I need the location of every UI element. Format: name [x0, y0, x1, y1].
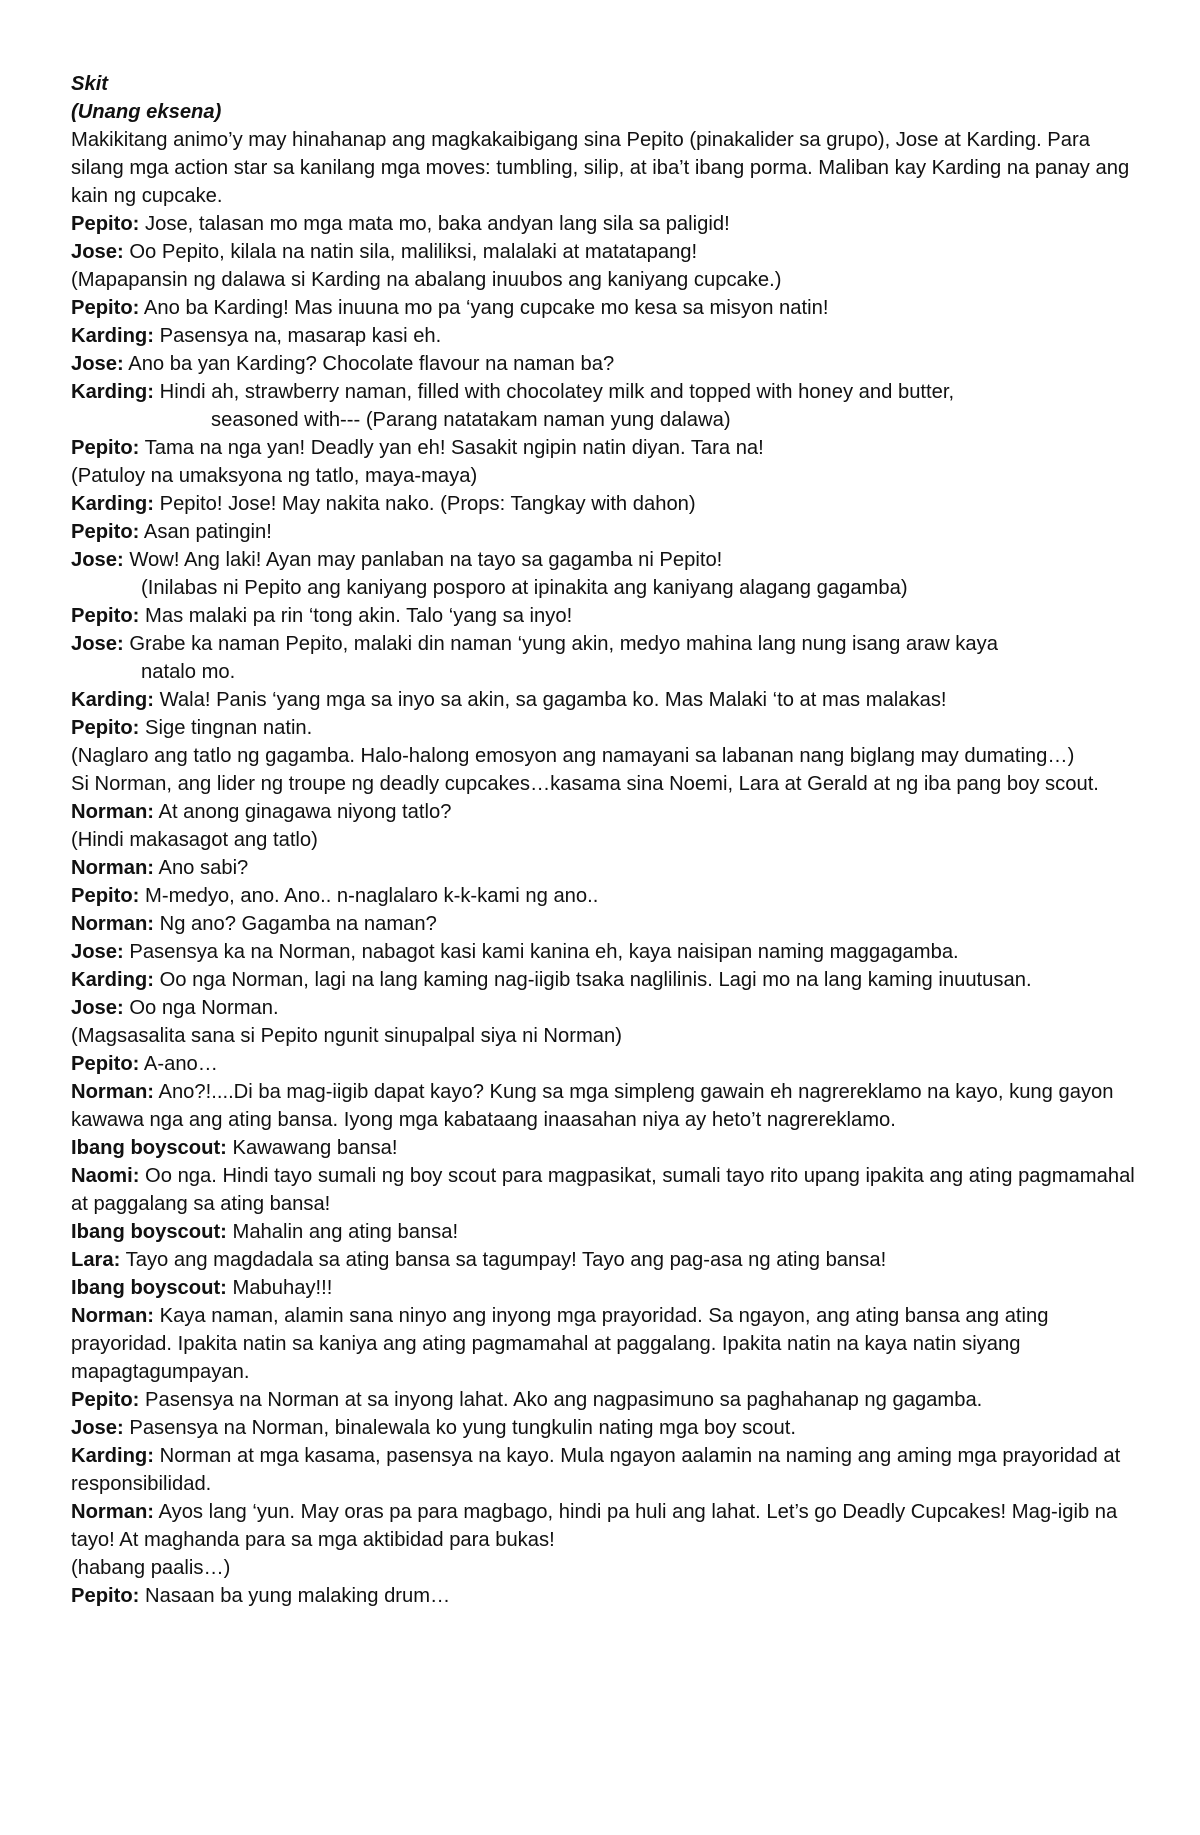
speaker-name: Karding:	[71, 1445, 154, 1467]
line-text: Mas malaki pa rin ‘tong akin. Talo ‘yang sa inyo!	[139, 605, 573, 627]
dialogue-line	[71, 518, 1140, 546]
line-text: Ano ba yan Karding? Chocolate flavour na naman ba?	[123, 353, 615, 375]
speaker-name: Jose:	[71, 241, 124, 263]
speaker-name: Pepito:	[71, 1585, 140, 1607]
line-text: Tama na nga yan! Deadly yan eh! Sasakit ngipin natin diyan. Tara na!	[139, 437, 764, 459]
line-text: Pepito! Jose! May nakita nako. (Props: Tangkay with dahon)	[154, 493, 696, 515]
dialogue-line	[71, 910, 1140, 938]
speaker-name: Karding:	[71, 325, 154, 347]
speaker-name: Norman:	[71, 913, 154, 935]
line-text: (Mapapansin ng dalawa si Karding na abalang inuubos ang kaniyang cupcake.)	[71, 269, 782, 291]
dialogue-line	[71, 322, 1140, 350]
line-text: Asan patingin!	[139, 521, 272, 543]
line-text: Makikitang animo’y may hinahanap ang magkakaibigang sina Pepito (pinakalider sa grupo), Jose at Karding. Para silang mga action star sa kanilang mga moves: tumbling, silip, at iba’t ibang porma. Maliban kay Karding na panay ang kain ng cupcake.	[71, 129, 1130, 207]
speaker-name: Ibang boyscout:	[71, 1221, 227, 1243]
line-text: A-ano…	[139, 1053, 218, 1075]
dialogue-line	[71, 1442, 1140, 1498]
speaker-name: Pepito:	[71, 437, 140, 459]
dialogue-line	[71, 630, 1140, 658]
speaker-name: Ibang boyscout:	[71, 1137, 227, 1159]
dialogue-line	[71, 1302, 1140, 1386]
line-text: (habang paalis…)	[71, 1557, 231, 1579]
stage-direction	[71, 462, 1140, 490]
dialogue-line	[71, 966, 1140, 994]
speaker-name: Norman:	[71, 801, 154, 823]
line-text: Pasensya na Norman at sa inyong lahat. Ako ang nagpasimuno sa paghahanap ng gagamba.	[139, 1389, 983, 1411]
stage-direction	[71, 1554, 1140, 1582]
speaker-name: Ibang boyscout:	[71, 1277, 227, 1299]
line-text: (Inilabas ni Pepito ang kaniyang posporo at ipinakita ang kaniyang alagang gagamba)	[141, 577, 908, 599]
line-text: natalo mo.	[141, 661, 236, 683]
speaker-name: Pepito:	[71, 605, 140, 627]
line-text: (Magsasalita sana si Pepito ngunit sinupalpal siya ni Norman)	[71, 1025, 622, 1047]
dialogue-line	[71, 1134, 1140, 1162]
line-text: Kaya naman, alamin sana ninyo ang inyong mga prayoridad. Sa ngayon, ang ating bansa ang ating prayoridad. Ipakita natin sa kaniya ang ating pagmamahal at paggalang. Ipakita natin na kaya natin siyang mapagtagumpayan.	[71, 1305, 1049, 1383]
script-body	[71, 126, 1140, 1610]
dialogue-line	[71, 238, 1140, 266]
line-text: Ayos lang ‘yun. May oras pa para magbago, hindi pa huli ang lahat. Let’s go Deadly Cupcakes! Mag-igib na tayo! At maghanda para sa mga aktibidad para bukas!	[71, 1501, 1118, 1551]
dialogue-line	[71, 938, 1140, 966]
dialogue-line	[71, 602, 1140, 630]
speaker-name: Pepito:	[71, 213, 140, 235]
stage-direction	[71, 742, 1140, 770]
dialogue-line	[71, 798, 1140, 826]
dialogue-line	[71, 994, 1140, 1022]
dialogue-line	[71, 1386, 1140, 1414]
speaker-name: Karding:	[71, 381, 154, 403]
stage-direction	[71, 126, 1140, 210]
dialogue-line	[71, 294, 1140, 322]
speaker-name: Pepito:	[71, 1053, 140, 1075]
line-text: Mahalin ang ating bansa!	[226, 1221, 459, 1243]
stage-direction	[71, 406, 1140, 434]
line-text: Ng ano? Gagamba na naman?	[154, 913, 437, 935]
dialogue-line	[71, 686, 1140, 714]
line-text: (Patuloy na umaksyona ng tatlo, maya-maya)	[71, 465, 478, 487]
dialogue-line	[71, 1218, 1140, 1246]
dialogue-line	[71, 546, 1140, 574]
line-text: Norman at mga kasama, pasensya na kayo. Mula ngayon aalamin na naming ang aming mga prayoridad at responsibilidad.	[71, 1445, 1121, 1495]
line-text: Pasensya na, masarap kasi eh.	[154, 325, 442, 347]
speaker-name: Jose:	[71, 941, 124, 963]
line-text: Oo Pepito, kilala na natin sila, maliliksi, malalaki at matatapang!	[123, 241, 698, 263]
dialogue-line	[71, 714, 1140, 742]
scene-subtitle: (Unang eksena)	[71, 101, 222, 123]
dialogue-line	[71, 1162, 1140, 1218]
line-text: Tayo ang magdadala sa ating bansa sa tagumpay! Tayo ang pag-asa ng ating bansa!	[120, 1249, 887, 1271]
line-text: Ano ba Karding! Mas inuuna mo pa ‘yang cupcake mo kesa sa misyon natin!	[139, 297, 829, 319]
speaker-name: Jose:	[71, 997, 124, 1019]
speaker-name: Naomi:	[71, 1165, 140, 1187]
speaker-name: Jose:	[71, 1417, 124, 1439]
dialogue-line	[71, 1078, 1140, 1134]
speaker-name: Pepito:	[71, 297, 140, 319]
dialogue-line	[71, 490, 1140, 518]
dialogue-line	[71, 1274, 1140, 1302]
speaker-name: Pepito:	[71, 1389, 140, 1411]
speaker-name: Norman:	[71, 1305, 154, 1327]
line-text: Wala! Panis ‘yang mga sa inyo sa akin, sa gagamba ko. Mas Malaki ‘to at mas malakas!	[154, 689, 947, 711]
dialogue-line	[71, 1414, 1140, 1442]
line-text: (Naglaro ang tatlo ng gagamba. Halo-halong emosyon ang namayani sa labanan nang biglang may dumating…)	[71, 745, 1075, 767]
line-text: Nasaan ba yung malaking drum…	[139, 1585, 451, 1607]
speaker-name: Karding:	[71, 969, 154, 991]
line-text: Oo nga Norman, lagi na lang kaming nag-iigib tsaka naglilinis. Lagi mo na lang kaming inuutusan.	[154, 969, 1032, 991]
skit-title: Skit	[71, 73, 109, 95]
stage-direction	[71, 266, 1140, 294]
line-text: Jose, talasan mo mga mata mo, baka andyan lang sila sa paligid!	[139, 213, 730, 235]
line-text: At anong ginagawa niyong tatlo?	[154, 801, 452, 823]
line-text: Kawawang bansa!	[226, 1137, 398, 1159]
speaker-name: Pepito:	[71, 885, 140, 907]
line-text: Pasensya ka na Norman, nabagot kasi kami kanina eh, kaya naisipan naming maggagamba.	[123, 941, 959, 963]
dialogue-line	[71, 1498, 1140, 1554]
line-text: Grabe ka naman Pepito, malaki din naman ‘yung akin, medyo mahina lang nung isang araw kaya	[123, 633, 998, 655]
dialogue-line	[71, 1582, 1140, 1610]
line-text: Mabuhay!!!	[226, 1277, 333, 1299]
line-text: seasoned with--- (Parang natatakam naman yung dalawa)	[211, 409, 731, 431]
line-text: Si Norman, ang lider ng troupe ng deadly cupcakes…kasama sina Noemi, Lara at Gerald at ng iba pang boy scout.	[71, 773, 1099, 795]
speaker-name: Pepito:	[71, 521, 140, 543]
dialogue-line	[71, 210, 1140, 238]
line-text: Ano sabi?	[154, 857, 249, 879]
speaker-name: Jose:	[71, 633, 124, 655]
speaker-name: Pepito:	[71, 717, 140, 739]
dialogue-line	[71, 1246, 1140, 1274]
stage-direction	[71, 574, 1140, 602]
line-text: Sige tingnan natin.	[139, 717, 313, 739]
line-text: Wow! Ang laki! Ayan may panlaban na tayo sa gagamba ni Pepito!	[123, 549, 723, 571]
line-text: Ano?!....Di ba mag-iigib dapat kayo? Kung sa mga simpleng gawain eh nagrereklamo na kayo, kung gayon kawawa nga ang ating bansa. Iyong mga kabataang inaasahan niya ay heto’t nagrereklamo.	[71, 1081, 1114, 1131]
stage-direction	[71, 826, 1140, 854]
dialogue-line	[71, 854, 1140, 882]
line-text: Hindi ah, strawberry naman, filled with chocolatey milk and topped with honey and butter,	[154, 381, 955, 403]
stage-direction	[71, 770, 1140, 798]
speaker-name: Lara:	[71, 1249, 121, 1271]
speaker-name: Norman:	[71, 1081, 154, 1103]
stage-direction	[71, 658, 1140, 686]
line-text: Oo nga. Hindi tayo sumali ng boy scout para magpasikat, sumali tayo rito upang ipakita ang ating pagmamahal at paggalang sa ating bansa!	[71, 1165, 1135, 1215]
line-text: Oo nga Norman.	[123, 997, 279, 1019]
dialogue-line	[71, 350, 1140, 378]
dialogue-line	[71, 882, 1140, 910]
speaker-name: Norman:	[71, 1501, 154, 1523]
dialogue-line	[71, 434, 1140, 462]
speaker-name: Norman:	[71, 857, 154, 879]
speaker-name: Jose:	[71, 353, 124, 375]
dialogue-line	[71, 1050, 1140, 1078]
line-text: (Hindi makasagot ang tatlo)	[71, 829, 318, 851]
line-text: M-medyo, ano. Ano.. n-naglalaro k-k-kami ng ano..	[139, 885, 599, 907]
speaker-name: Jose:	[71, 549, 124, 571]
speaker-name: Karding:	[71, 689, 154, 711]
dialogue-line	[71, 378, 1140, 406]
speaker-name: Karding:	[71, 493, 154, 515]
stage-direction	[71, 1022, 1140, 1050]
line-text: Pasensya na Norman, binalewala ko yung tungkulin nating mga boy scout.	[123, 1417, 796, 1439]
